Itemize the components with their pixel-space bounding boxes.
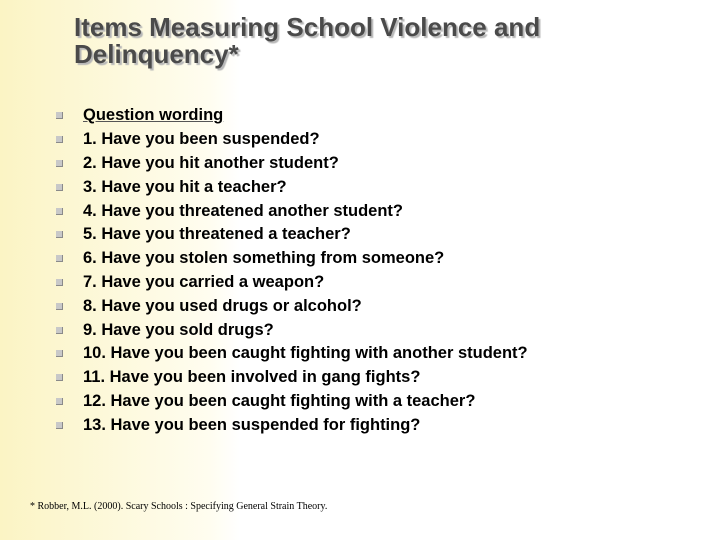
list-item bbox=[50, 223, 528, 247]
question-list bbox=[50, 104, 528, 437]
list-item bbox=[50, 128, 528, 152]
question-item: 3. Have you hit a teacher? bbox=[83, 177, 287, 196]
question-item: 4. Have you threatened another student? bbox=[83, 201, 403, 220]
citation-footnote: * Robber, M.L. (2000). Scary Schools : Specifying General Strain Theory. bbox=[30, 501, 328, 512]
question-item: 1. Have you been suspended? bbox=[83, 130, 320, 149]
list-item bbox=[50, 390, 528, 414]
question-item: 11. Have you been involved in gang fights? bbox=[83, 368, 421, 387]
square-bullet-icon bbox=[56, 136, 63, 143]
list-item bbox=[50, 413, 528, 437]
list-item bbox=[50, 247, 528, 271]
question-item: 12. Have you been caught fighting with a teacher? bbox=[83, 391, 476, 410]
question-item: 7. Have you carried a weapon? bbox=[83, 272, 325, 291]
question-item: 9. Have you sold drugs? bbox=[83, 320, 274, 339]
square-bullet-icon bbox=[56, 398, 63, 405]
list-item bbox=[50, 152, 528, 176]
slide-title: Items Measuring School Violence and Delinquency* bbox=[74, 12, 541, 69]
list-item bbox=[50, 104, 528, 128]
list-item bbox=[50, 199, 528, 223]
square-bullet-icon bbox=[56, 279, 63, 286]
square-bullet-icon bbox=[56, 327, 63, 334]
square-bullet-icon bbox=[56, 160, 63, 167]
list-item bbox=[50, 318, 528, 342]
question-item: 5. Have you threatened a teacher? bbox=[83, 225, 351, 244]
square-bullet-icon bbox=[56, 231, 63, 238]
square-bullet-icon bbox=[56, 184, 63, 191]
list-item bbox=[50, 175, 528, 199]
square-bullet-icon bbox=[56, 350, 63, 357]
square-bullet-icon bbox=[56, 208, 63, 215]
question-item: 13. Have you been suspended for fighting? bbox=[83, 415, 421, 434]
list-item bbox=[50, 342, 528, 366]
square-bullet-icon bbox=[56, 112, 63, 119]
list-item bbox=[50, 294, 528, 318]
question-item: 2. Have you hit another student? bbox=[83, 153, 339, 172]
question-item: 10. Have you been caught fighting with another student? bbox=[83, 344, 528, 363]
list-item bbox=[50, 366, 528, 390]
list-item bbox=[50, 271, 528, 295]
square-bullet-icon bbox=[56, 374, 63, 381]
question-wording-header: Question wording bbox=[83, 106, 224, 125]
square-bullet-icon bbox=[56, 422, 63, 429]
question-item: 6. Have you stolen something from someone? bbox=[83, 249, 445, 268]
square-bullet-icon bbox=[56, 303, 63, 310]
square-bullet-icon bbox=[56, 255, 63, 262]
question-item: 8. Have you used drugs or alcohol? bbox=[83, 296, 362, 315]
